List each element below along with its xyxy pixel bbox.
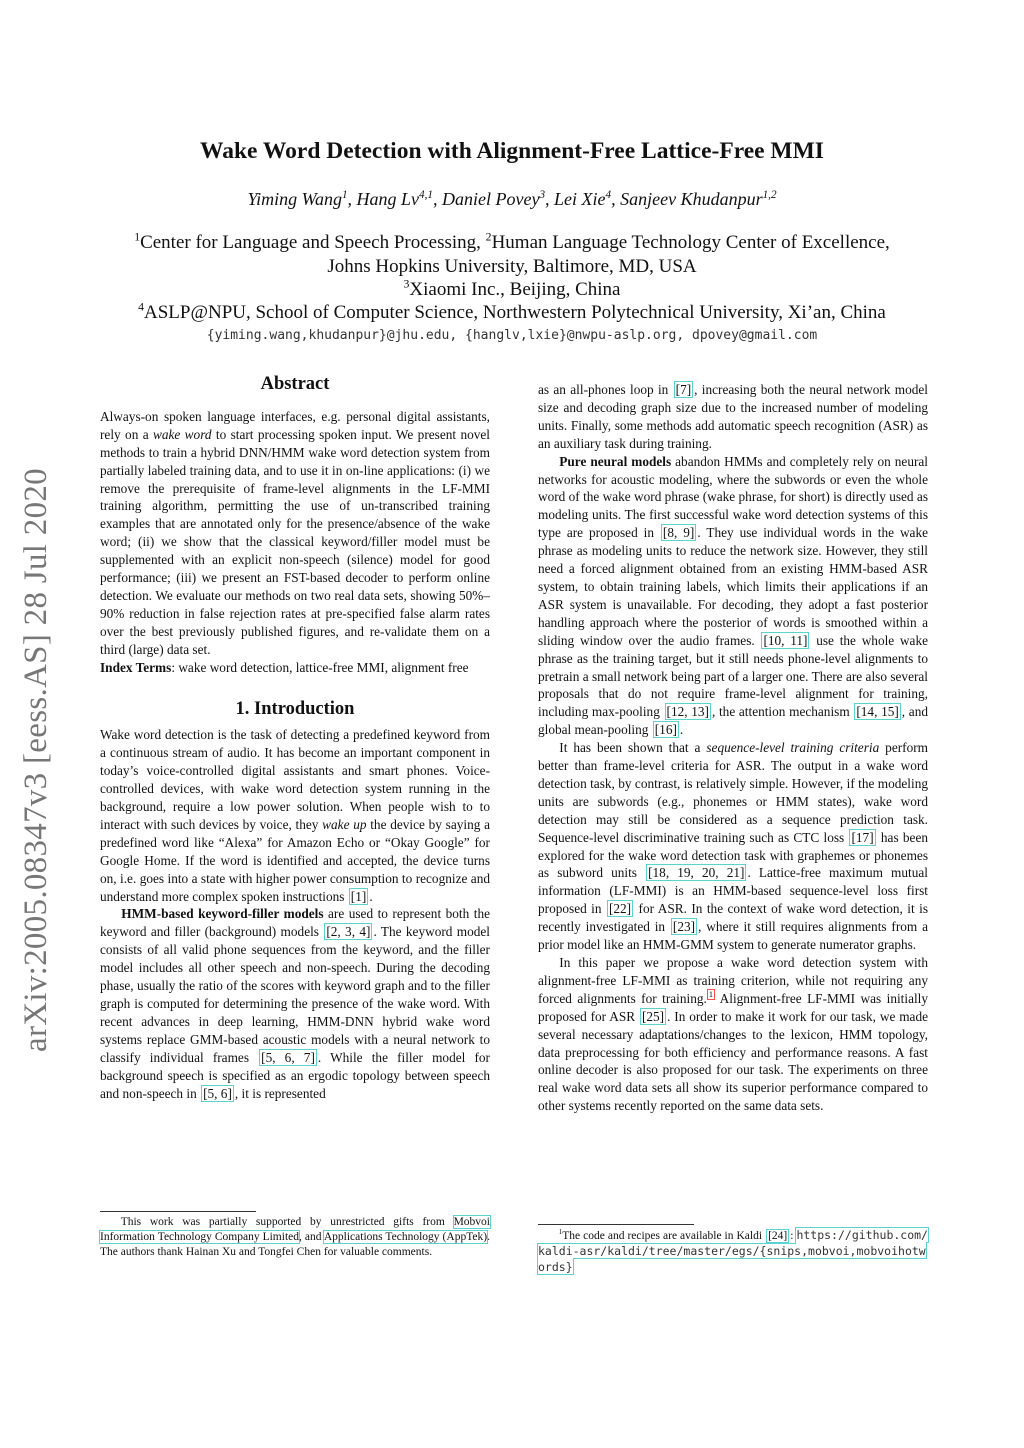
author-name: Daniel Povey [442,189,540,209]
citation-link[interactable]: [5, 6] [203,1085,232,1101]
affiliation-line: Johns Hopkins University, Baltimore, MD, USA [327,256,697,277]
paragraph: Pure neural models abandon HMMs and completely rely on neural networks for acoustic modeling, where the subwords or even the whole word of the wake word phrase (wake phrase, for short) is directly used as modeling units. The first successful wake word detection systems of this type are proposed in [8, 9] . They use individual words in the wake phrase as modeling units to reduce the network size. However, they still need a forced alignment obtained from an existing HMM-based ASR system, to obtain training labels, which limits their applications if an ASR system is unavailable. For decoding, they adopt a fast posterior handling approach where the posterior of words is smoothed within a sliding window over the audio frames. [10, 11] use the whole wake phrase as the training target, but it still needs phone-level alignments to pretrain a small network being part of a larger one. There are also several proposals that do not require frame-level alignment for training, including max-pooling [12, 13] , the attention mechanism [14, 15] , and global mean-pooling [16] . [538,453,928,738]
paragraph: as an all-phones loop in [7] , increasing both the neural network model size and decoding graph size due to the increased number of modeling units. Finally, some methods add automatic speech recognition (ASR) as an auxiliary task during training. [538,382,928,451]
sponsor-link[interactable]: Applications Technology (AppTek) [323,1231,488,1243]
paragraph: In this paper we propose a wake word detection system with alignment-free LF-MMI as training criterion, while not requiring any forced alignments for training. $^1$ Alignment-free LF-MMI was initially proposed for ASR [25] . In order to make it work for our task, we made several necessary adaptations/changes to the lexicon, HMM topology, data preprocessing for both efficiency and performance reasons. A fast online decoder is also proposed for our task. The experiments on three real wake word data sets all show its superior performance compared to other systems recently reported on the same data sets. [538,955,929,1114]
abstract-heading: Abstract [260,374,330,394]
citation-link[interactable]: [8, 9] [662,525,695,541]
affil-mark: 4 [138,300,145,314]
paper-title: Wake Word Detection with Alignment-Free Lattice-Free MMI [200,138,824,164]
citation-link[interactable]: [25] [641,1008,665,1024]
author-affil-mark: 1 [341,189,348,201]
code-url-link[interactable]: https://github.com/kaldi-asr/kaldi/tree/master/egs/{snips,mobvoi,mobvoihotwords} [538,1228,928,1274]
abstract-text: Always-on spoken language interfaces, e.g. personal digital assistants, rely on a wake word to start processing spoken input. We present novel methods to train a hybrid DNN/HMM wake word detection system from partially labeled training data, and to use it in on-line applications: (i) we remove the prerequisite of frame-level alignments in the LF-MMI training algorithm, permitting the use of un-transcribed training examples that are annotated only for the presence/absence of the wake word; (ii) we show that the classical keyword/filler model must be supplemented with an explicit non-speech (silence) model for good performance; (iii) we present an FST-based decoder to perform online detection. We evaluate our methods on two real data sets, showing 50%–90% reduction in false rejection rates at pre-specified false alarm rates over the best previously published figures, and re-validate them on a third (large) data set. [100,408,490,657]
paragraph: It has been shown that a sequence-level training criteria perform better than frame-level criteria for ASR. The output in a wake word detection task, by contrast, is relatively simple. However, if the modeling units are subwords (e.g., phonemes or HMM states), wake word detection may still be considered as a sequence prediction task. Sequence-level discriminative training such as CTC loss [17] has been explored for the wake word detection task with graphemes or phonemes as subword units [18, 19, 20, 21] . Lattice-free maximum mutual information (LF-MMI) is an HMM-based sequence-level loss first proposed in [22] for ASR. In the context of wake word detection, it is recently investigated in [23] , where it still requires alignments from a prior model like an HMM-GMM system to generate numerator graphs. [538,740,928,953]
author-affil-mark: 1,2 [762,189,777,201]
author-affil-mark: 4,1 [419,189,433,201]
paragraph: Wake word detection is the task of detecting a predefined keyword from a continuous stream of audio. It has become an important component in today’s voice-controlled digital assistants and smart phones. Voice-controlled devices, with wake word detection system running in the background, require a low power solution. When people wish to to interact with such devices by voice, they wake up the device by saying a predefined word like “Alexa” for Amazon Echo or “Okay Google” for Google Home. If the word is identified and accepted, the device turns on, i.e. goes into a state with higher power consumption to recognize and understand more complex spoken instructions [1] . [100,727,491,904]
citation-link[interactable]: [10, 11] [763,632,808,648]
right-column [538,381,928,1115]
introduction-heading: 1. Introduction [235,698,355,719]
affil-text: Center for Language and Speech Processing, [140,232,486,253]
author-name: Sanjeev Khudanpur [620,189,763,209]
citation-link[interactable]: [24] [768,1230,788,1242]
citation-link[interactable]: [7] [675,382,692,397]
author-name: Lei Xie [554,189,606,209]
citation-link[interactable]: [12, 13] [666,704,709,720]
affil-text: ASLP@NPU, School of Computer Science, Northwestern Polytechnical University, Xi’an, China [144,302,886,323]
citation-link[interactable]: [22] [608,901,632,917]
author-affil-mark: 4 [605,189,612,201]
citation-link[interactable]: [5, 6, 7] [261,1049,315,1065]
footnote-marker-link[interactable]: 1 [708,990,713,1000]
paragraph: HMM-based keyword-filler models are used to represent both the keyword and filler (background) models [2, 3, 4] . The keyword model consists of all valid phone sequences from the keyword, and the filler model includes all other speech and non-speech. During the decoding phase, usually the ratio of the scores with keyword graph and to the filler graph is computed for determining the presence of the wake word. With recent advances in deep learning, HMM-DNN hybrid wake word systems replace GMM-based acoustic models with a neural network to classify individual frames [5, 6, 7] . While the filler model for background speech is specified as an ergodic topology between speech and non-speech in [5, 6] , it is represented [100,906,490,1101]
affil-mark: 1 [134,230,141,244]
author-list: Yiming Wang$^1$, Hang Lv$^{4,1}$, Daniel Povey$^3$, Lei Xie$^4$, Sanjeev Khudanpur$^{1,2}$ [247,189,777,209]
sponsor-link[interactable]: Mobvoi Information Technology Company Limited [100,1216,490,1243]
affiliation-line [0,232,1024,254]
code-footnote: $^1$The code and recipes are available in Kaldi [24] : https://github.com/kaldi-asr/kaldi/tree/master/egs/{snips,mobvoi,mobvoihotwords} [538,1228,928,1274]
citation-link[interactable]: [2, 3, 4] [326,924,371,940]
citation-link[interactable]: [16] [654,722,677,738]
footnote-rule [538,1224,694,1225]
author-name: Hang Lv [356,189,420,209]
author-name: Yiming Wang [247,189,342,209]
affil-text: Human Language Technology Center of Excellence, [491,232,890,253]
citation-link[interactable]: [14, 15] [856,704,899,720]
affiliation-line [0,279,1024,301]
author-emails: {yiming.wang,khudanpur}@jhu.edu, {hanglv,lxie}@nwpu-aslp.org, dpovey@gmail.com [206,328,818,343]
index-terms: Index Terms: wake word detection, lattice-free MMI, alignment free [100,659,469,675]
affiliation-line [0,302,1024,324]
affil-mark: 3 [403,277,410,291]
funding-footnote: This work was partially supported by unrestricted gifts from Mobvoi Information Technology Company Limited, and Applications Technology (AppTek). The authors thank Hainan Xu and Tongfei Chen for valuable comments. [100,1216,490,1258]
citation-link[interactable]: [23] [672,919,696,935]
citation-link[interactable]: [17] [851,829,874,845]
affil-text: Xiaomi Inc., Beijing, China [409,279,621,300]
author-affil-mark: 3 [539,189,546,201]
citation-link[interactable]: [1] [350,888,367,904]
left-column [100,376,490,1102]
arxiv-identifier: arXiv:2005.08347v3 [eess.AS] 28 Jul 2020 [18,468,54,1052]
footnote-rule [100,1211,256,1212]
affil-mark: 2 [485,230,492,244]
citation-link[interactable]: [18, 19, 20, 21] [648,865,745,881]
